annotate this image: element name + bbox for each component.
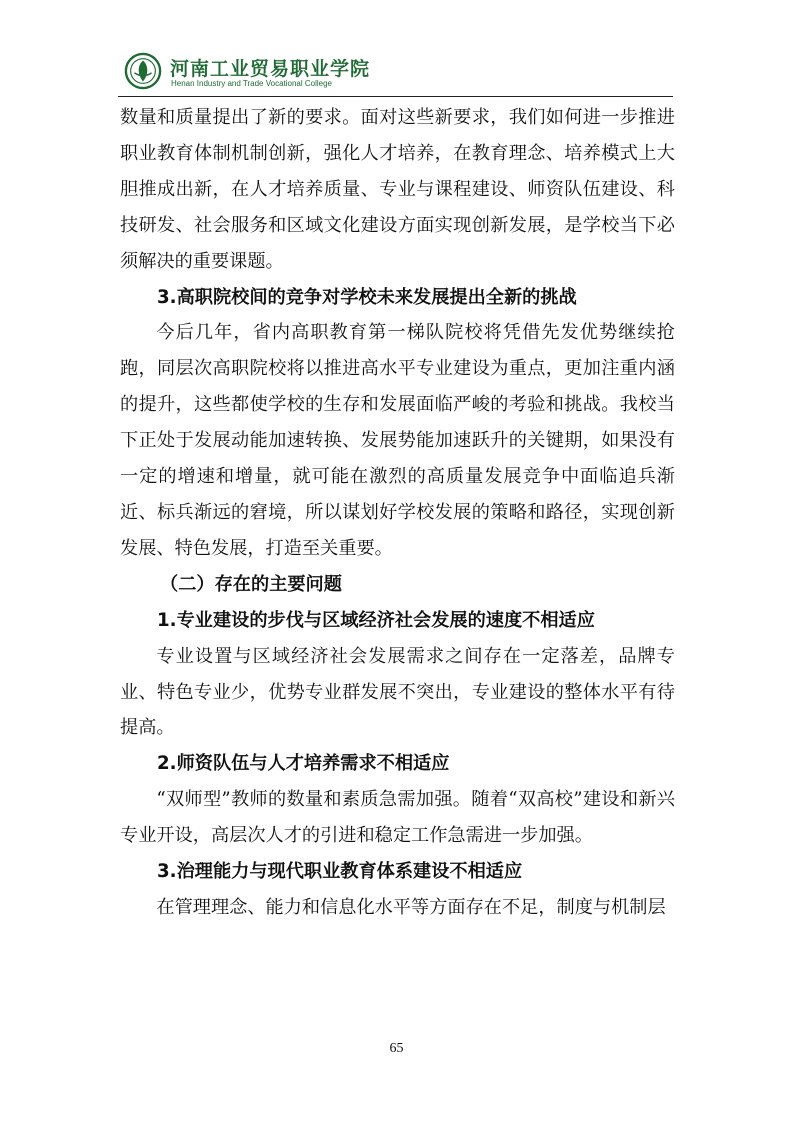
header-divider: [118, 96, 673, 97]
paragraph-specialty: 专业设置与区域经济社会发展需求之间存在一定落差，品牌专业、特色专业少，优势专业群发展不突出，专业建设的整体水平有待提高。: [120, 645, 675, 739]
page-body: [120, 100, 675, 926]
school-name-cn: 河南工业贸易职业学院: [170, 58, 371, 80]
subheading-3-governance: 3.治理能力与现代职业教育体系建设不相适应: [157, 861, 523, 883]
subheading-2-teachers: 2.师资队伍与人才培养需求不相适应: [157, 753, 450, 775]
section-heading-main-problems: （二）存在的主要问题: [160, 573, 342, 595]
page-number: 65: [389, 1041, 404, 1056]
paragraph-governance: 在管理理念、能力和信息化水平等方面存在不足，制度与机制层: [156, 896, 666, 918]
paragraph-teachers: “双师型”教师的数量和素质急需加强。随着“双高校”建设和新兴专业开设，高层次人才的引进和稳定工作急需进一步加强。: [120, 789, 675, 847]
subheading-1-specialty: 1.专业建设的步伐与区域经济社会发展的速度不相适应: [157, 609, 595, 631]
paragraph-competition: 今后几年，省内高职教育第一梯队院校将凭借先发优势继续抢跑，同层次高职院校将以推进高水平专业建设为重点，更加注重内涵的提升，这些都使学校的生存和发展面临严峻的考验和挑战。我校当下正处于发展动能加速转换、发展势能加速跃升的关键期，如果没有一定的增速和增量，就可能在激烈的高质量发展竞争中面临追兵渐近、标兵渐远的窘境，所以谋划好学校发展的策略和路径，实现创新发展、特色发展，打造至关重要。: [120, 322, 675, 559]
school-name-en: Henan Industry and Trade Vocational College: [171, 79, 332, 88]
school-logo-icon: [124, 52, 162, 90]
subheading-3-competition: 3.高职院校间的竞争对学校未来发展提出全新的挑战: [157, 286, 577, 308]
paragraph-continued: 数量和质量提出了新的要求。面对这些新要求，我们如何进一步推进职业教育体制机制创新，强化人才培养，在教育理念、培养模式上大胆推成出新，在人才培养质量、专业与课程建设、师资队伍建设、科技研发、社会服务和区域文化建设方面实现创新发展，是学校当下必须解决的重要课题。: [120, 107, 675, 272]
page-header: [118, 48, 673, 98]
